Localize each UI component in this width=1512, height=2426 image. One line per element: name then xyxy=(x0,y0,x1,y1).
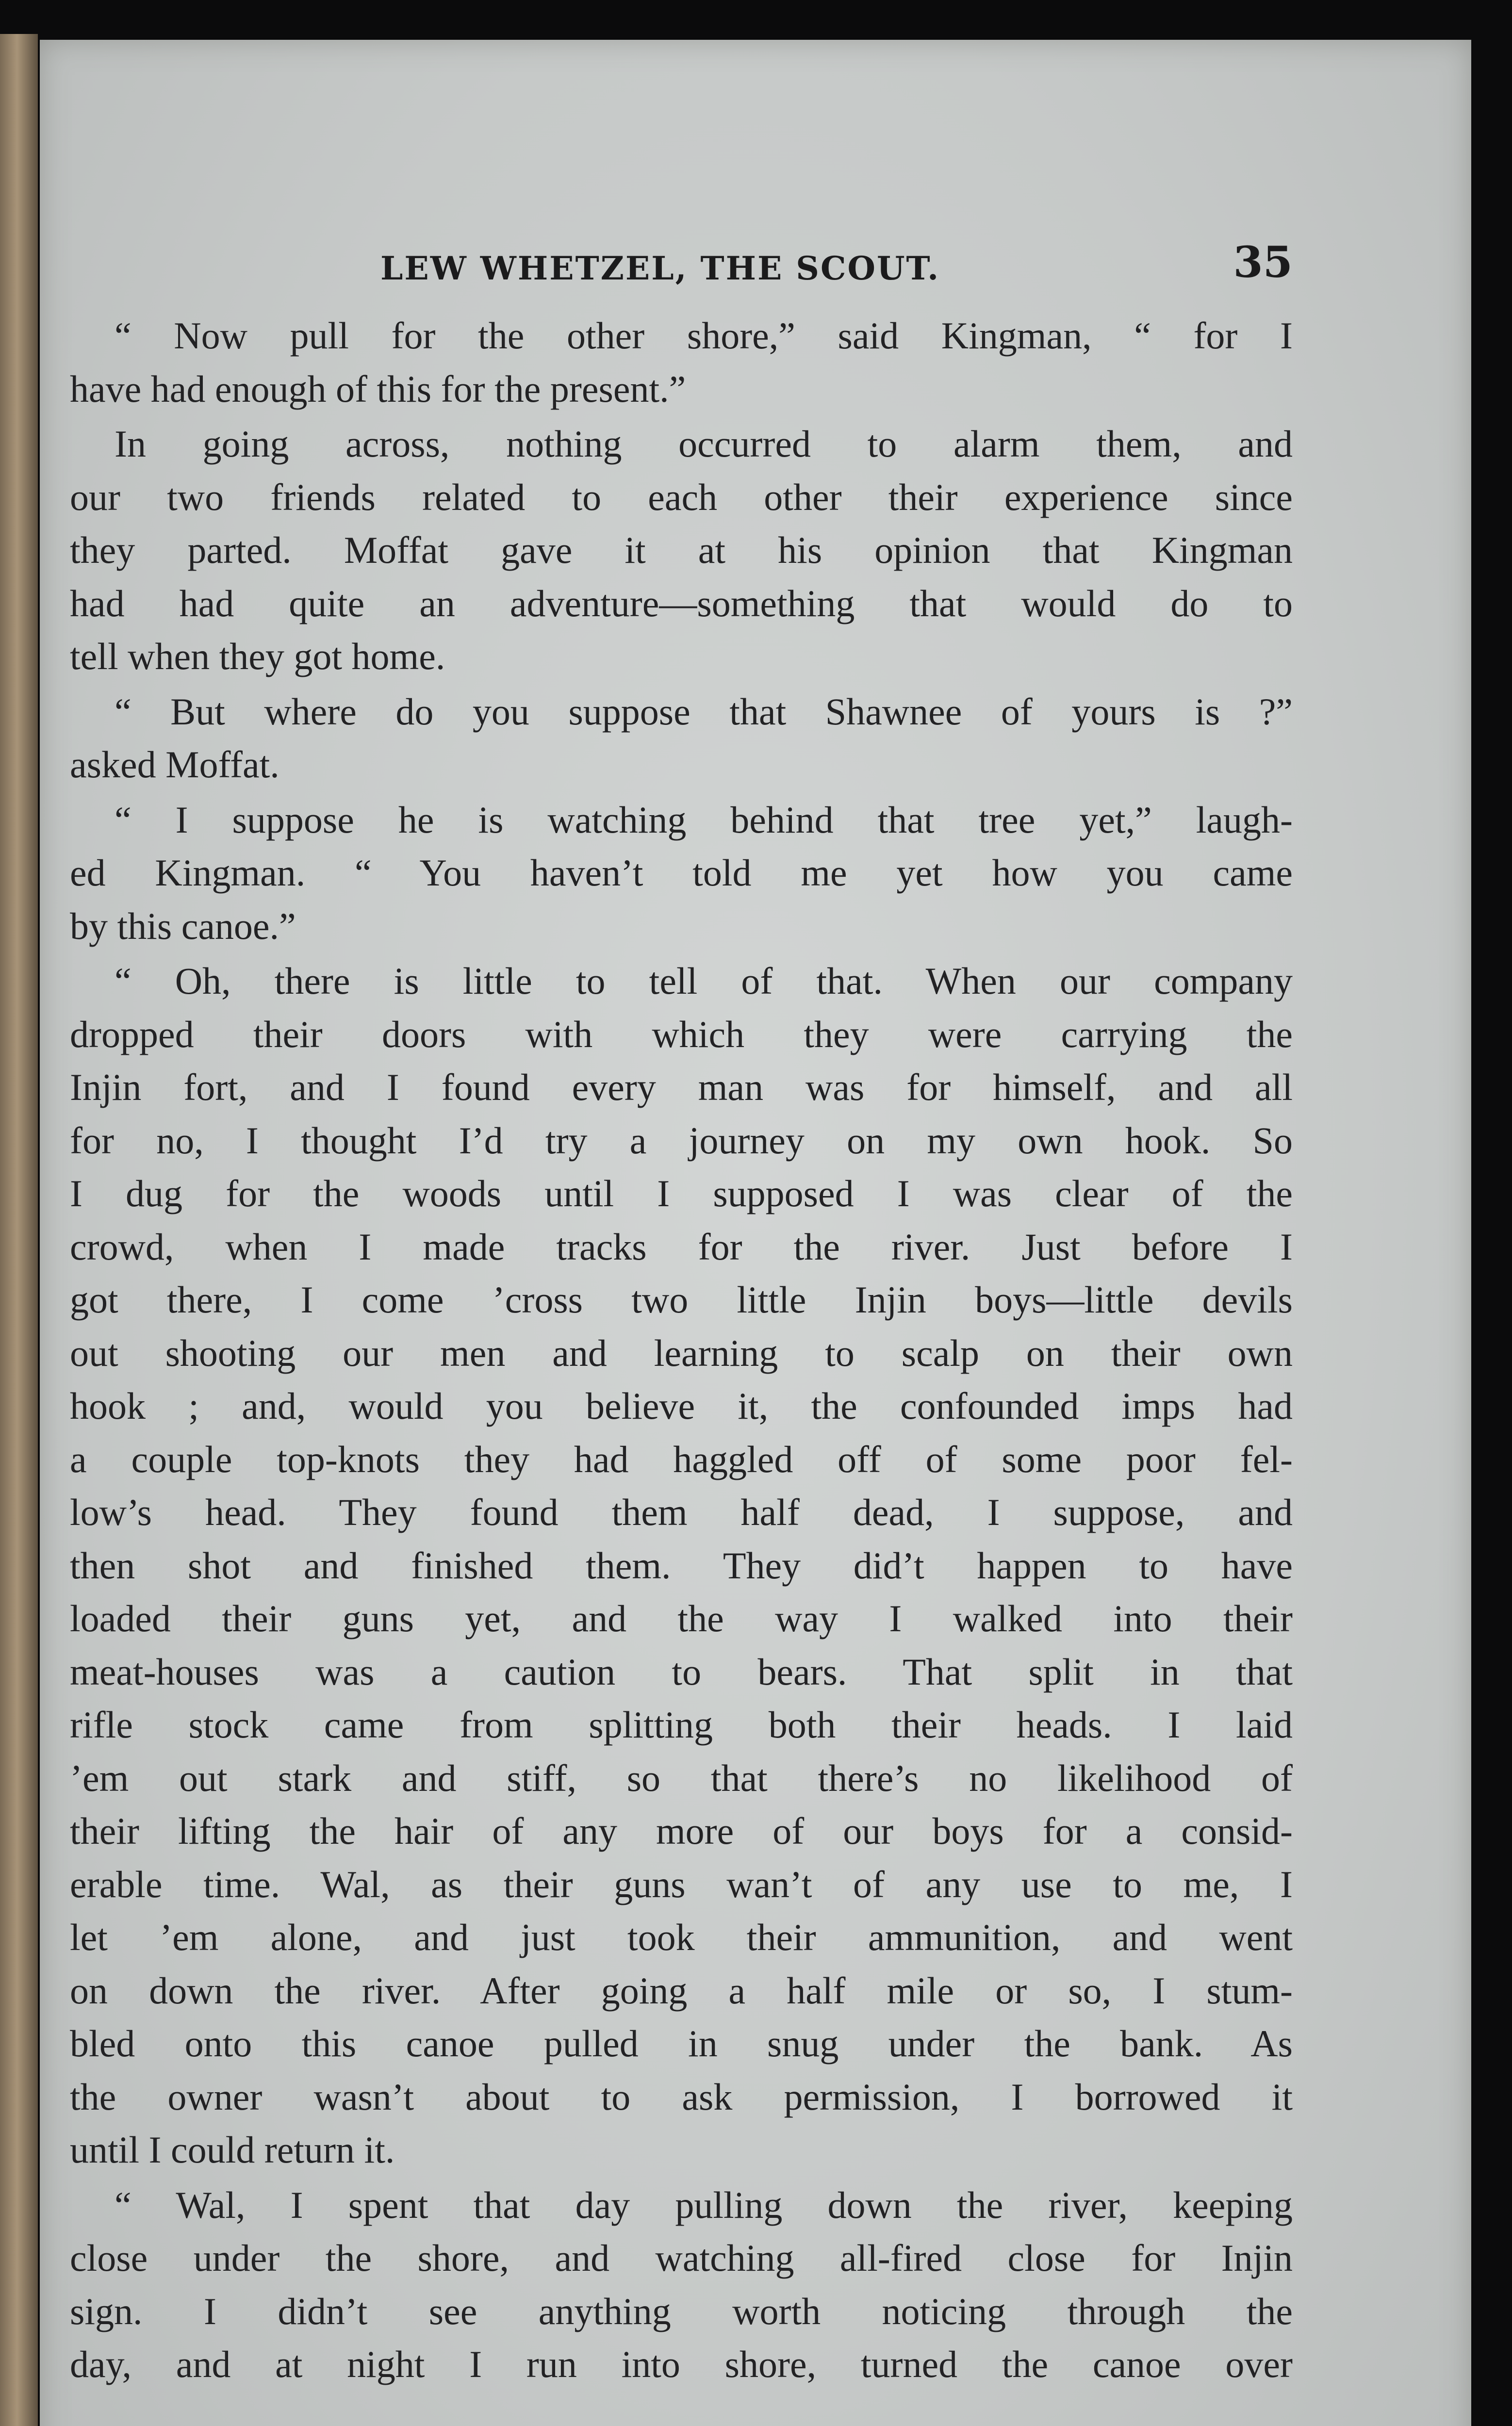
running-title: LEW WHETZEL, THE SCOUT. xyxy=(380,249,940,287)
text-line: close under the shore, and watching all-fired close for Injin xyxy=(70,2237,1293,2279)
text-line: sign. I didn’t see anything worth noticing through the xyxy=(70,2290,1293,2332)
text-line: meat-houses was a caution to bears. That split in that xyxy=(70,1650,1293,1693)
text-line: have had enough of this for the present.” xyxy=(70,367,686,410)
text-line: their lifting the hair of any more of our boys for a consid- xyxy=(70,1810,1293,1852)
text-line: rifle stock came from splitting both their heads. I laid xyxy=(70,1704,1293,1746)
text-line: our two friends related to each other their experience since xyxy=(70,475,1293,518)
body-text xyxy=(70,309,1293,2391)
text-line: asked Moffat. xyxy=(70,743,279,786)
text-line: loaded their guns yet, and the way I walked into their xyxy=(70,1597,1293,1639)
paragraph xyxy=(70,954,1293,2177)
text-line: dropped their doors with which they were carrying the xyxy=(70,1013,1293,1055)
text-line: then shot and finished them. They did’t happen to have xyxy=(70,1544,1293,1587)
paragraph xyxy=(70,685,1293,791)
page-number: 35 xyxy=(1233,237,1293,287)
text-line: hook ; and, would you believe it, the confounded imps had xyxy=(70,1385,1293,1427)
paragraph xyxy=(70,309,1293,415)
text-line: tell when they got home. xyxy=(70,635,445,677)
text-line: had had quite an adventure—something that would do to xyxy=(70,582,1293,624)
text-line: by this canoe.” xyxy=(70,904,296,947)
text-line: “ Now pull for the other shore,” said Kingman, “ for I xyxy=(115,314,1293,357)
book-spine-edge xyxy=(0,34,38,2426)
text-line: crowd, when I made tracks for the river. Just before I xyxy=(70,1225,1293,1268)
text-line: Injin fort, and I found every man was for himself, and all xyxy=(70,1066,1293,1108)
text-line: for no, I thought I’d try a journey on my own hook. So xyxy=(70,1119,1293,1162)
text-line: let ’em alone, and just took their ammunition, and went xyxy=(70,1916,1293,1958)
text-line: out shooting our men and learning to scalp on their own xyxy=(70,1331,1293,1374)
text-line: “ But where do you suppose that Shawnee of yours is ?” xyxy=(115,690,1293,733)
text-line: ed Kingman. “ You haven’t told me yet how you came xyxy=(70,852,1293,894)
book-page xyxy=(40,40,1471,2426)
text-line: “ Oh, there is little to tell of that. When our company xyxy=(115,960,1293,1002)
paragraph xyxy=(70,793,1293,953)
text-line: they parted. Moffat gave it at his opinion that Kingman xyxy=(70,529,1293,571)
text-line: day, and at night I run into shore, turned the canoe over xyxy=(70,2343,1293,2385)
text-line: “ I suppose he is watching behind that tree yet,” laugh- xyxy=(115,798,1293,841)
text-line: the owner wasn’t about to ask permission, I borrowed it xyxy=(70,2075,1293,2118)
paragraph xyxy=(70,2179,1293,2391)
text-line: a couple top-knots they had haggled off of some poor fel- xyxy=(70,1438,1293,1480)
text-line: on down the river. After going a half mile or so, I stum- xyxy=(70,1969,1293,2012)
text-line: In going across, nothing occurred to alarm them, and xyxy=(115,423,1293,465)
text-line: erable time. Wal, as their guns wan’t of any use to me, I xyxy=(70,1863,1293,1905)
text-line: “ Wal, I spent that day pulling down the river, keeping xyxy=(115,2183,1293,2226)
text-line: low’s head. They found them half dead, I suppose, and xyxy=(70,1491,1293,1533)
text-line: bled onto this canoe pulled in snug under the bank. As xyxy=(70,2022,1293,2065)
text-line: got there, I come ’cross two little Injin boys—little devils xyxy=(70,1279,1293,1321)
text-line: I dug for the woods until I supposed I was clear of the xyxy=(70,1172,1293,1214)
text-line: ’em out stark and stiff, so that there’s no likelihood of xyxy=(70,1756,1293,1799)
paragraph xyxy=(70,417,1293,683)
running-head xyxy=(70,224,1293,292)
text-line: until I could return it. xyxy=(70,2129,395,2171)
